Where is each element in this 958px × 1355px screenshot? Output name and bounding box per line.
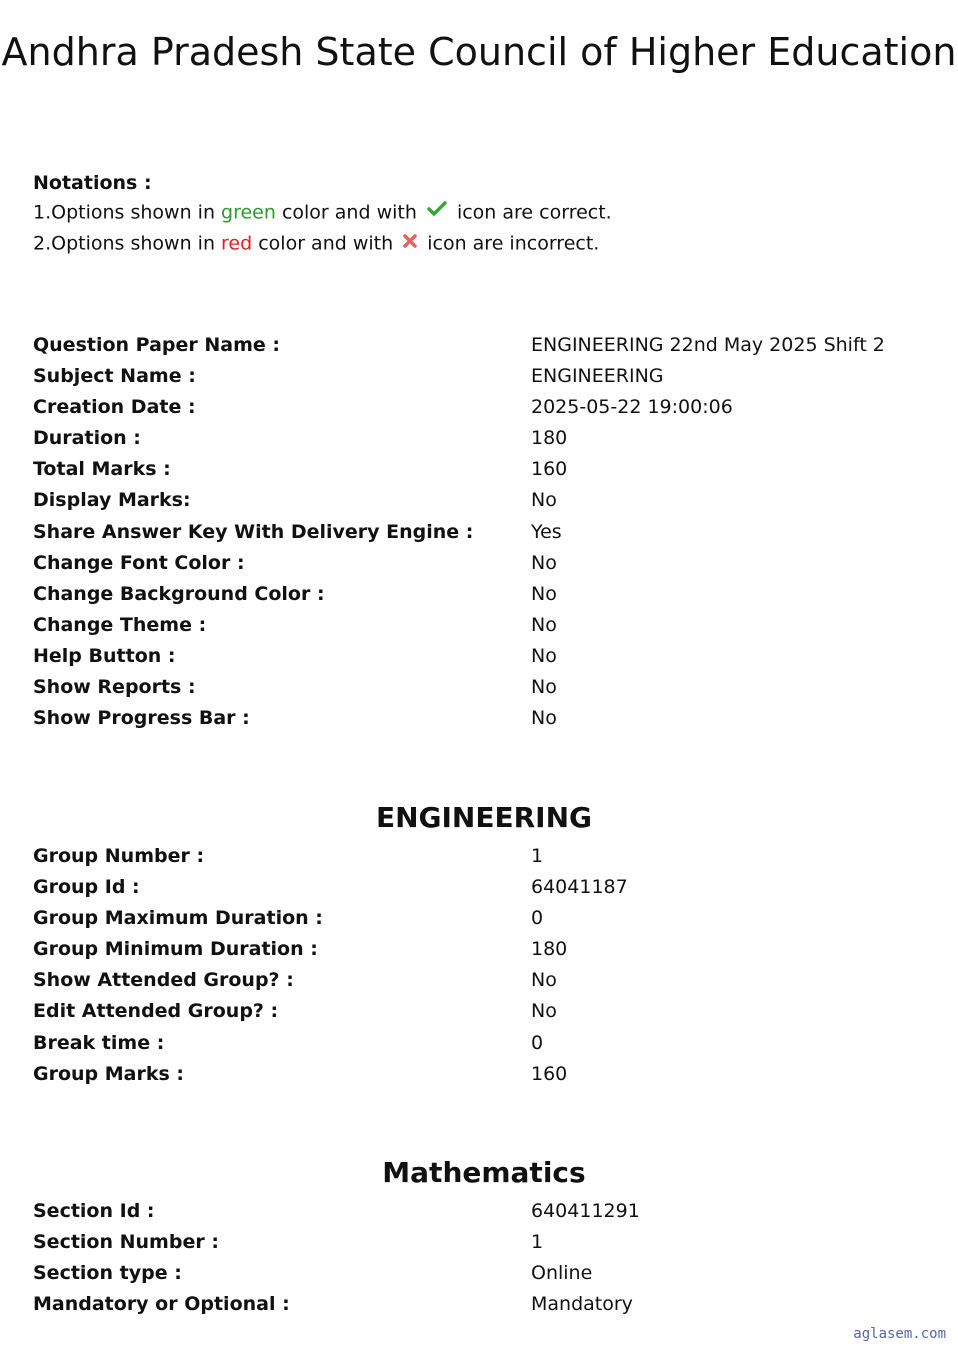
group-row [33, 841, 933, 872]
info-value: Yes [531, 520, 562, 543]
info-value: No [531, 707, 557, 730]
info-row [33, 392, 933, 423]
info-label: Change Background Color : [33, 582, 325, 605]
group-value: 0 [531, 907, 544, 930]
section-row [33, 1289, 933, 1320]
group-label: Group Maximum Duration : [33, 907, 323, 930]
group-row [33, 903, 933, 934]
info-value: 180 [531, 427, 568, 450]
green-word: green [221, 201, 276, 224]
info-label: Change Theme : [33, 613, 207, 636]
section-label: Section Number : [33, 1231, 219, 1254]
notation-text: 1.Options shown in [33, 201, 222, 224]
info-label: Display Marks: [33, 489, 191, 512]
page-title: Andhra Pradesh State Council of Higher Education [1, 30, 957, 74]
group-label: Group Number : [33, 845, 205, 867]
info-row [33, 485, 933, 516]
watermark: aglasem.com [853, 1326, 946, 1342]
notation-correct [33, 196, 612, 227]
group-value: No [531, 1000, 557, 1023]
group-row [33, 1028, 933, 1059]
group-row [33, 996, 933, 1027]
info-value: 2025-05-22 19:00:06 [531, 396, 733, 419]
info-row [33, 330, 933, 361]
check-icon [427, 196, 447, 227]
section-row [33, 1196, 933, 1227]
section-row [33, 1258, 933, 1289]
group-value: 1 [531, 845, 544, 867]
notation-text: color and with [252, 232, 400, 255]
info-value: No [531, 676, 557, 699]
info-value: 160 [531, 458, 568, 481]
info-label: Duration : [33, 427, 141, 450]
info-row [33, 423, 933, 454]
group-label: Break time : [33, 1031, 165, 1054]
info-row [33, 641, 933, 672]
cross-icon [403, 227, 417, 258]
group-label: Group Marks : [33, 1062, 185, 1085]
notation-text: color and with [275, 201, 423, 224]
group-heading: ENGINEERING [375, 801, 593, 834]
section-label: Mandatory or Optional : [33, 1293, 290, 1316]
info-label: Creation Date : [33, 396, 196, 419]
group-label: Group Id : [33, 876, 140, 899]
info-row [33, 361, 933, 392]
info-value: No [531, 489, 557, 512]
info-label: Subject Name : [33, 365, 196, 388]
red-word: red [221, 232, 253, 255]
group-label: Edit Attended Group? : [33, 1000, 279, 1023]
info-row [33, 517, 933, 548]
section-info-table [33, 1196, 933, 1320]
group-row [33, 1059, 933, 1090]
group-label: Group Minimum Duration : [33, 938, 318, 961]
notation-text: icon are incorrect. [421, 232, 600, 255]
info-label: Show Progress Bar : [33, 707, 250, 730]
info-value: ENGINEERING [531, 365, 664, 388]
section-value: 1 [531, 1231, 544, 1254]
group-value: No [531, 969, 557, 992]
notation-text: 2.Options shown in [33, 232, 222, 255]
notations-heading: Notations : [33, 172, 152, 194]
info-label: Question Paper Name : [33, 334, 280, 356]
notation-incorrect [33, 227, 612, 258]
group-row [33, 965, 933, 996]
info-row [33, 703, 933, 734]
info-value: ENGINEERING 22nd May 2025 Shift 2 [531, 334, 885, 356]
section-label: Section type : [33, 1262, 182, 1285]
info-value: No [531, 644, 557, 667]
group-value: 64041187 [531, 876, 628, 899]
section-value: Mandatory [531, 1293, 633, 1316]
section-label: Section Id : [33, 1200, 155, 1222]
group-row [33, 934, 933, 965]
group-label: Show Attended Group? : [33, 969, 294, 992]
group-row [33, 872, 933, 903]
group-value: 160 [531, 1062, 568, 1085]
section-value: Online [531, 1262, 593, 1285]
section-value: 640411291 [531, 1200, 640, 1222]
info-row [33, 672, 933, 703]
info-value: No [531, 582, 557, 605]
info-label: Change Font Color : [33, 551, 245, 574]
info-label: Show Reports : [33, 676, 196, 699]
info-label: Total Marks : [33, 458, 171, 481]
group-value: 180 [531, 938, 568, 961]
info-row [33, 610, 933, 641]
paper-info-table [33, 330, 933, 734]
info-label: Share Answer Key With Delivery Engine : [33, 520, 474, 543]
info-label: Help Button : [33, 644, 176, 667]
group-info-table [33, 841, 933, 1090]
info-value: No [531, 551, 557, 574]
notation-text: icon are correct. [450, 201, 612, 224]
info-row [33, 548, 933, 579]
group-value: 0 [531, 1031, 544, 1054]
section-heading: Mathematics [382, 1156, 586, 1189]
info-value: No [531, 613, 557, 636]
info-row [33, 579, 933, 610]
info-row [33, 454, 933, 485]
notations-block [33, 170, 612, 258]
section-row [33, 1227, 933, 1258]
